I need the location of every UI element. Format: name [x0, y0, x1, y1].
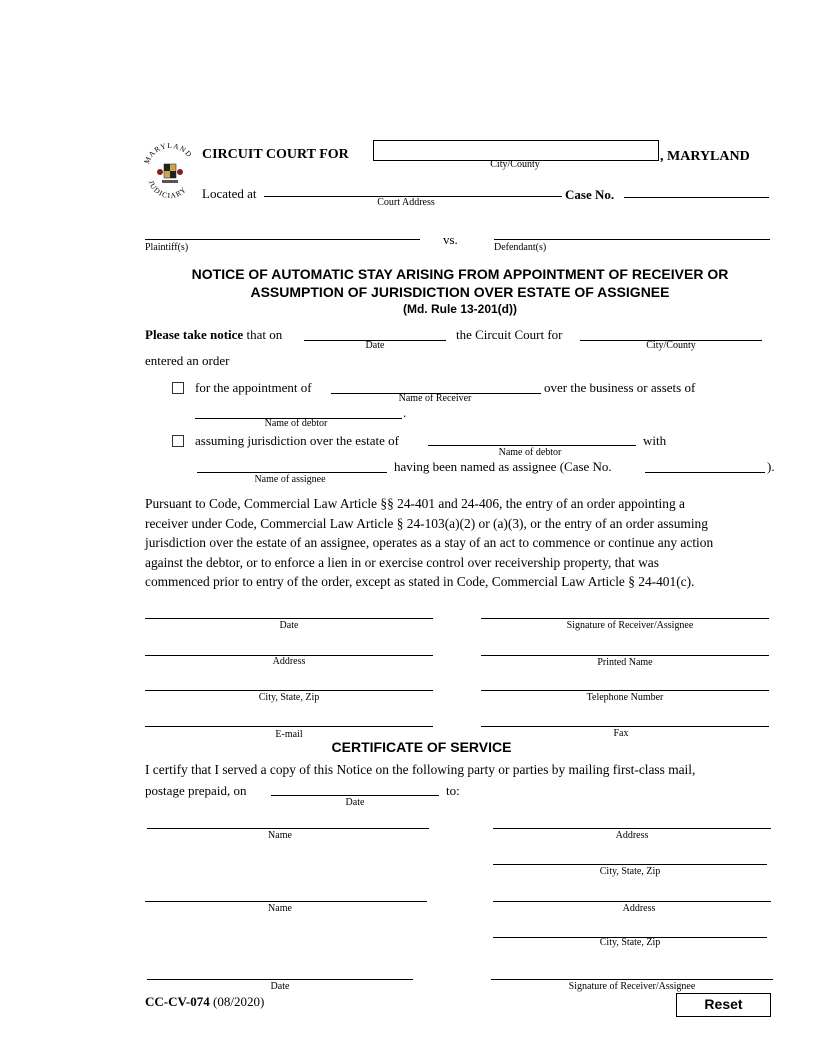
option2-with-text: with [643, 433, 667, 448]
service-signature-date-field[interactable] [147, 979, 413, 980]
circuit-court-for-text: the Circuit Court for [456, 327, 563, 342]
located-at-label: Located at [202, 186, 257, 201]
sig-signature-caption: Signature of Receiver/Assignee [566, 620, 694, 631]
seal-text-bottom: JUDICIARY [146, 179, 189, 201]
party1-name-field[interactable] [147, 828, 429, 829]
option2-debtor-caption: Name of debtor [498, 447, 562, 458]
form-number-bold: CC-CV-074 [145, 994, 210, 1009]
form-title [140, 265, 780, 317]
sig-telephone-field[interactable] [481, 690, 769, 691]
title-line-2: ASSUMPTION OF JURISDICTION OVER ESTATE OF ASSIGNEE [250, 284, 670, 300]
option1-period: . [403, 405, 407, 420]
certificate-line-2-start: postage prepaid, on [145, 783, 247, 798]
certificate-line-2-end: to: [446, 783, 460, 798]
plaintiff-field[interactable] [145, 239, 420, 240]
jurisdiction-checkbox[interactable] [172, 434, 184, 452]
entered-order-text: entered an order [145, 353, 230, 368]
option1-debtor-caption: Name of debtor [264, 418, 328, 429]
please-take-notice-bold: Please take notice [145, 327, 244, 342]
statute-paragraph [145, 494, 775, 592]
assignee-caption: Name of assignee [254, 474, 326, 485]
sig-email-caption: E-mail [275, 729, 303, 740]
sig-telephone-caption: Telephone Number [586, 692, 664, 703]
party2-city-caption: City, State, Zip [599, 937, 661, 948]
sig-signature-field[interactable] [481, 618, 769, 619]
party1-city-caption: City, State, Zip [599, 866, 661, 877]
sig-date-caption: Date [279, 620, 299, 631]
sig-fax-caption: Fax [613, 728, 629, 739]
party1-address-caption: Address [615, 830, 649, 841]
city-county-caption: City/County [490, 159, 540, 170]
svg-text:MARYLAND [142, 142, 194, 165]
service-date-field[interactable] [271, 795, 439, 796]
paragraph-line-5: commenced prior to entry of the order, except as stated in Code, Commercial Law Article § 24-401(c). [145, 574, 695, 589]
form-number [145, 994, 264, 1010]
assignee-text: having been named as assignee (Case No. [394, 459, 612, 474]
assignee-close-paren: ). [767, 459, 775, 474]
option2-text: assuming jurisdiction over the estate of [195, 433, 399, 448]
court-address-caption: Court Address [377, 197, 435, 208]
service-signature-field[interactable] [491, 979, 773, 980]
sig-fax-field[interactable] [481, 726, 769, 727]
reset-button[interactable]: Reset [676, 993, 771, 1017]
defendant-field[interactable] [494, 239, 770, 240]
party2-address-caption: Address [622, 903, 656, 914]
defendant-caption: Defendant(s) [494, 242, 547, 253]
paragraph-line-2: receiver under Code, Commercial Law Article § 24-103(a)(2) or (a)(3), or the entry of an order assuming [145, 515, 708, 531]
option1-over-text: over the business or assets of [544, 380, 696, 395]
state-label: , MARYLAND [660, 149, 750, 164]
sig-city-field[interactable] [145, 690, 433, 691]
title-rule: (Md. Rule 13-201(d)) [402, 302, 517, 316]
case-no-field[interactable] [624, 197, 769, 198]
title-line-1: NOTICE OF AUTOMATIC STAY ARISING FROM APPOINTMENT OF RECEIVER OR [191, 266, 729, 282]
party2-name-field[interactable] [145, 901, 427, 902]
plaintiff-caption: Plaintiff(s) [145, 242, 189, 253]
party1-name-caption: Name [268, 830, 292, 841]
party1-address-field[interactable] [493, 828, 771, 829]
paragraph-line-1: Pursuant to Code, Commercial Law Article §§ 24-401 and 24-406, the entry of an order appointing a [145, 496, 685, 511]
city-county-field[interactable] [373, 140, 659, 161]
party2-address-field[interactable] [493, 901, 771, 902]
seal-text-top: MARYLAND [142, 142, 195, 166]
service-date-caption: Date [345, 797, 365, 808]
appointment-checkbox[interactable] [172, 381, 184, 399]
party1-city-field[interactable] [493, 864, 767, 865]
maryland-judiciary-seal [142, 142, 198, 204]
paragraph-line-3: jurisdiction over the estate of an assignee, operates as a stay of an act to commence or continue any action [145, 535, 714, 550]
option2-debtor-field[interactable] [428, 445, 636, 446]
certificate-line-1: I certify that I served a copy of this Notice on the following party or parties by mailing first-class mail, [145, 762, 696, 777]
sig-printed-name-caption: Printed Name [597, 657, 653, 668]
that-on-text: that on [243, 327, 283, 342]
service-signature-date-caption: Date [270, 981, 290, 992]
service-signature-caption: Signature of Receiver/Assignee [568, 981, 696, 992]
case-no-label: Case No. [565, 187, 615, 202]
vs-label: vs. [443, 232, 458, 247]
sig-city-caption: City, State, Zip [258, 692, 320, 703]
paragraph-line-4: against the debtor, or to enforce a lien in or exercise control over receivership property, that was [145, 554, 659, 570]
certificate-heading: CERTIFICATE OF SERVICE [331, 739, 512, 755]
sig-date-field[interactable] [145, 618, 433, 619]
court-label: CIRCUIT COURT FOR [202, 147, 349, 162]
notice-city-county-caption: City/County [646, 340, 696, 351]
sig-printed-name-field[interactable] [481, 655, 769, 656]
assignee-name-field[interactable] [197, 472, 387, 473]
assignee-case-no-field[interactable] [645, 472, 765, 473]
please-take-notice [145, 327, 282, 343]
option1-text: for the appointment of [195, 380, 312, 395]
sig-email-field[interactable] [145, 726, 433, 727]
form-date: (08/2020) [209, 994, 265, 1009]
receiver-caption: Name of Receiver [398, 393, 472, 404]
party2-name-caption: Name [268, 903, 292, 914]
sig-address-caption: Address [272, 656, 306, 667]
notice-date-caption: Date [365, 340, 385, 351]
